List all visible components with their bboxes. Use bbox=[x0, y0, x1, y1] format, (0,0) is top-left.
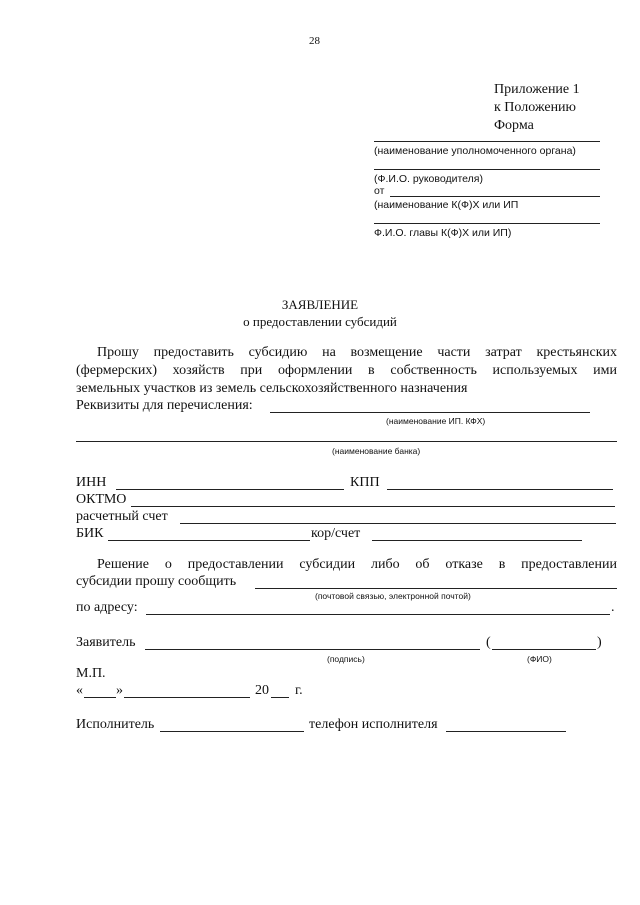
account-label: расчетный счет bbox=[76, 509, 168, 524]
applicant-caption: (наименование К(Ф)Х или ИП bbox=[374, 199, 519, 211]
signature-field[interactable] bbox=[145, 649, 480, 650]
from-label: от bbox=[374, 185, 385, 197]
year-prefix: 20 bbox=[255, 683, 269, 698]
date-open-quote: « bbox=[76, 683, 83, 698]
request-line-2: (фермерских) хозяйств при оформлении в собственность используемых ими bbox=[76, 363, 617, 378]
annex-line-2: к Положению bbox=[494, 100, 577, 115]
annex-form-label: Форма bbox=[494, 118, 534, 133]
head-name-line[interactable] bbox=[374, 169, 600, 170]
farm-head-caption: Ф.И.О. главы К(Ф)Х или ИП) bbox=[374, 227, 512, 239]
address-field[interactable] bbox=[146, 614, 610, 615]
document-title: ЗАЯВЛЕНИЕ bbox=[281, 297, 359, 312]
authority-line[interactable] bbox=[374, 141, 600, 142]
executor-phone-label: телефон исполнителя bbox=[309, 717, 438, 732]
kpp-label: КПП bbox=[350, 475, 380, 490]
kpp-field[interactable] bbox=[387, 489, 613, 490]
bik-label: БИК bbox=[76, 526, 104, 541]
bik-field[interactable] bbox=[108, 540, 310, 541]
paren-close: ) bbox=[597, 635, 602, 650]
oktmo-label: ОКТМО bbox=[76, 492, 127, 507]
request-line-1: Прошу предоставить субсидию на возмещение части затрат крестьянских bbox=[97, 345, 617, 360]
inn-field[interactable] bbox=[116, 489, 344, 490]
authority-caption: (наименование уполномоченного органа) bbox=[374, 145, 576, 157]
executor-phone-field[interactable] bbox=[446, 731, 566, 732]
date-month-field[interactable] bbox=[124, 697, 250, 698]
farm-head-line[interactable] bbox=[374, 223, 600, 224]
executor-field[interactable] bbox=[160, 731, 304, 732]
applicant-line[interactable] bbox=[390, 196, 600, 197]
page-number: 28 bbox=[309, 35, 320, 47]
head-name-caption: (Ф.И.О. руководителя) bbox=[374, 173, 483, 185]
date-year-field[interactable] bbox=[271, 697, 289, 698]
seal-label: М.П. bbox=[76, 666, 106, 681]
inn-label: ИНН bbox=[76, 475, 107, 490]
bank-name-caption: (наименование банка) bbox=[332, 446, 421, 456]
bank-name-line[interactable] bbox=[76, 441, 617, 442]
full-name-field[interactable] bbox=[492, 649, 596, 650]
decision-line-1: Решение о предоставлении субсидии либо об отказе в предоставлении bbox=[97, 557, 617, 572]
corr-account-label: кор/счет bbox=[311, 526, 361, 541]
paren-open: ( bbox=[486, 635, 491, 650]
applicant-label: Заявитель bbox=[76, 635, 136, 650]
annex-line-1: Приложение 1 bbox=[494, 82, 580, 97]
date-close-quote: » bbox=[116, 683, 123, 698]
signature-caption: (подпись) bbox=[327, 654, 365, 664]
decision-line-2: субсидии прошу сообщить bbox=[76, 574, 237, 589]
address-label: по адресу: bbox=[76, 600, 138, 615]
request-line-3: земельных участков из земель сельскохозяйственного назначения bbox=[76, 381, 468, 396]
document-subtitle: о предоставлении субсидий bbox=[243, 314, 397, 329]
address-end-period: . bbox=[611, 600, 615, 615]
year-suffix: г. bbox=[295, 683, 303, 698]
notification-method-caption: (почтовой связью, электронной почтой) bbox=[315, 591, 471, 601]
notification-method-field[interactable] bbox=[255, 588, 617, 589]
date-day-field[interactable] bbox=[84, 697, 116, 698]
account-field[interactable] bbox=[180, 523, 616, 524]
requisites-label: Реквизиты для перечисления: bbox=[76, 398, 253, 413]
executor-label: Исполнитель bbox=[76, 717, 155, 732]
oktmo-field[interactable] bbox=[131, 506, 615, 507]
corr-account-field[interactable] bbox=[372, 540, 582, 541]
recipient-caption: (наименование ИП. КФХ) bbox=[386, 416, 486, 426]
recipient-line[interactable] bbox=[270, 412, 590, 413]
full-name-caption: (ФИО) bbox=[527, 654, 552, 664]
